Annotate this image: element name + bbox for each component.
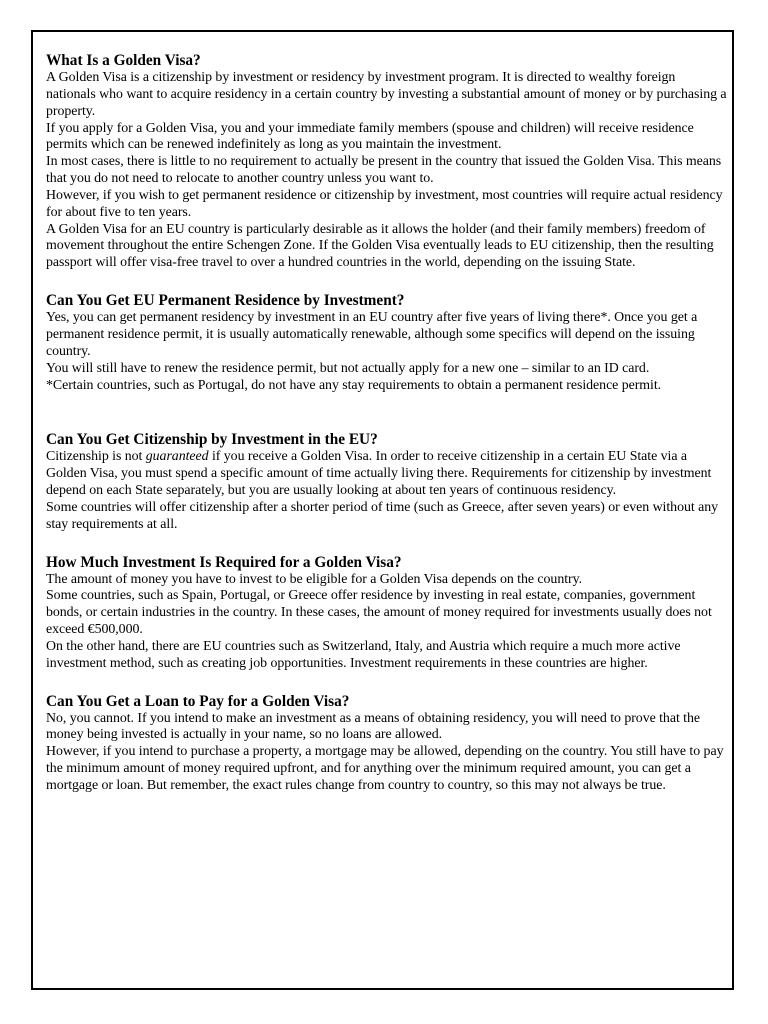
paragraph-text: if you receive a Golden Visa. In order to receive citizenship in a certain EU State via a Golden Visa, you must spend a specific amount of time actually living there. Requirements for citizenship by investment depend on each State separately, but you are usually looking at about ten years of continuous residency. [46, 449, 712, 499]
section-heading: How Much Investment Is Required for a Golden Visa? [46, 553, 402, 571]
section-heading: Can You Get Citizenship by Investment in the EU? [46, 431, 378, 449]
section-spacer [46, 673, 728, 693]
paragraph [46, 449, 728, 500]
section-spacer [46, 534, 728, 554]
paragraph: Some countries will offer citizenship after a shorter period of time (such as Greece, after seven years) or even without any stay requirements at all. [46, 499, 719, 532]
section-what-is-golden-visa [46, 52, 728, 272]
paragraph: You will still have to renew the residence permit, but not actually apply for a new one – similar to an ID card. [46, 360, 650, 376]
paragraph: The amount of money you have to invest to be eligible for a Golden Visa depends on the country. [46, 571, 583, 587]
emphasis-text: guaranteed [145, 449, 209, 465]
paragraph: On the other hand, there are EU countries such as Switzerland, Italy, and Austria which require a much more active investment method, such as creating job opportunities. Investment requirements in these countries are higher. [46, 638, 681, 671]
section-citizenship-by-investment [46, 431, 728, 533]
paragraph: A Golden Visa is a citizenship by investment or residency by investment program. It is directed to wealthy foreign nationals who want to acquire residency in a certain country by investing a substantial amount of money or by purchasing a property. [46, 70, 727, 119]
section-heading: Can You Get a Loan to Pay for a Golden Visa? [46, 692, 350, 710]
section-heading: What Is a Golden Visa? [46, 52, 201, 69]
paragraph: A Golden Visa for an EU country is particularly desirable as it allows the holder (and their family members) freedom of movement throughout the entire Schengen Zone. If the Golden Visa eventually leads to EU citizenship, then the resulting passport will offer visa-free travel to over a hundred countries in the world, depending on the issuing State. [46, 221, 714, 271]
paragraph: *Certain countries, such as Portugal, do not have any stay requirements to obtain a permanent residence permit. [46, 377, 662, 393]
paragraph-text: Citizenship is not [46, 449, 146, 465]
paragraph: However, if you intend to purchase a property, a mortgage may be allowed, depending on the country. You still have to pay the minimum amount of money required upfront, and for anything over the minimum required amount, you can get a mortgage or loan. But remember, the exact rules change from country to country, so this may not always be true. [46, 744, 724, 793]
section-spacer [46, 394, 728, 431]
section-spacer [46, 272, 728, 292]
document-body [46, 52, 728, 795]
paragraph: However, if you wish to get permanent residence or citizenship by investment, most countries will require actual residency for about five to ten years. [46, 187, 723, 220]
section-investment-required [46, 554, 728, 673]
section-heading: Can You Get EU Permanent Residence by Investment? [46, 292, 405, 310]
paragraph: Some countries, such as Spain, Portugal, or Greece offer residence by investing in real estate, companies, government bonds, or certain industries in the country. In these cases, the amount of money required for investments usually does not exceed €500,000. [46, 588, 712, 638]
paragraph: If you apply for a Golden Visa, you and your immediate family members (spouse and children) will receive residence permits which can be renewed indefinitely as long as you maintain the investment. [46, 120, 694, 153]
paragraph: No, you cannot. If you intend to make an investment as a means of obtaining residency, you will need to prove that the money being invested is actually in your name, so no loans are allowed. [46, 710, 700, 743]
section-loan-for-golden-visa [46, 693, 728, 795]
paragraph: Yes, you can get permanent residency by investment in an EU country after five years of living there*. Once you get a permanent residence permit, it is usually automatically renewable, although some specifics will depend on the issuing country. [46, 310, 698, 359]
paragraph: In most cases, there is little to no requirement to actually be present in the country that issued the Golden Visa. This means that you do not need to relocate to another country unless you want to. [46, 154, 722, 187]
section-eu-permanent-residence [46, 292, 728, 394]
